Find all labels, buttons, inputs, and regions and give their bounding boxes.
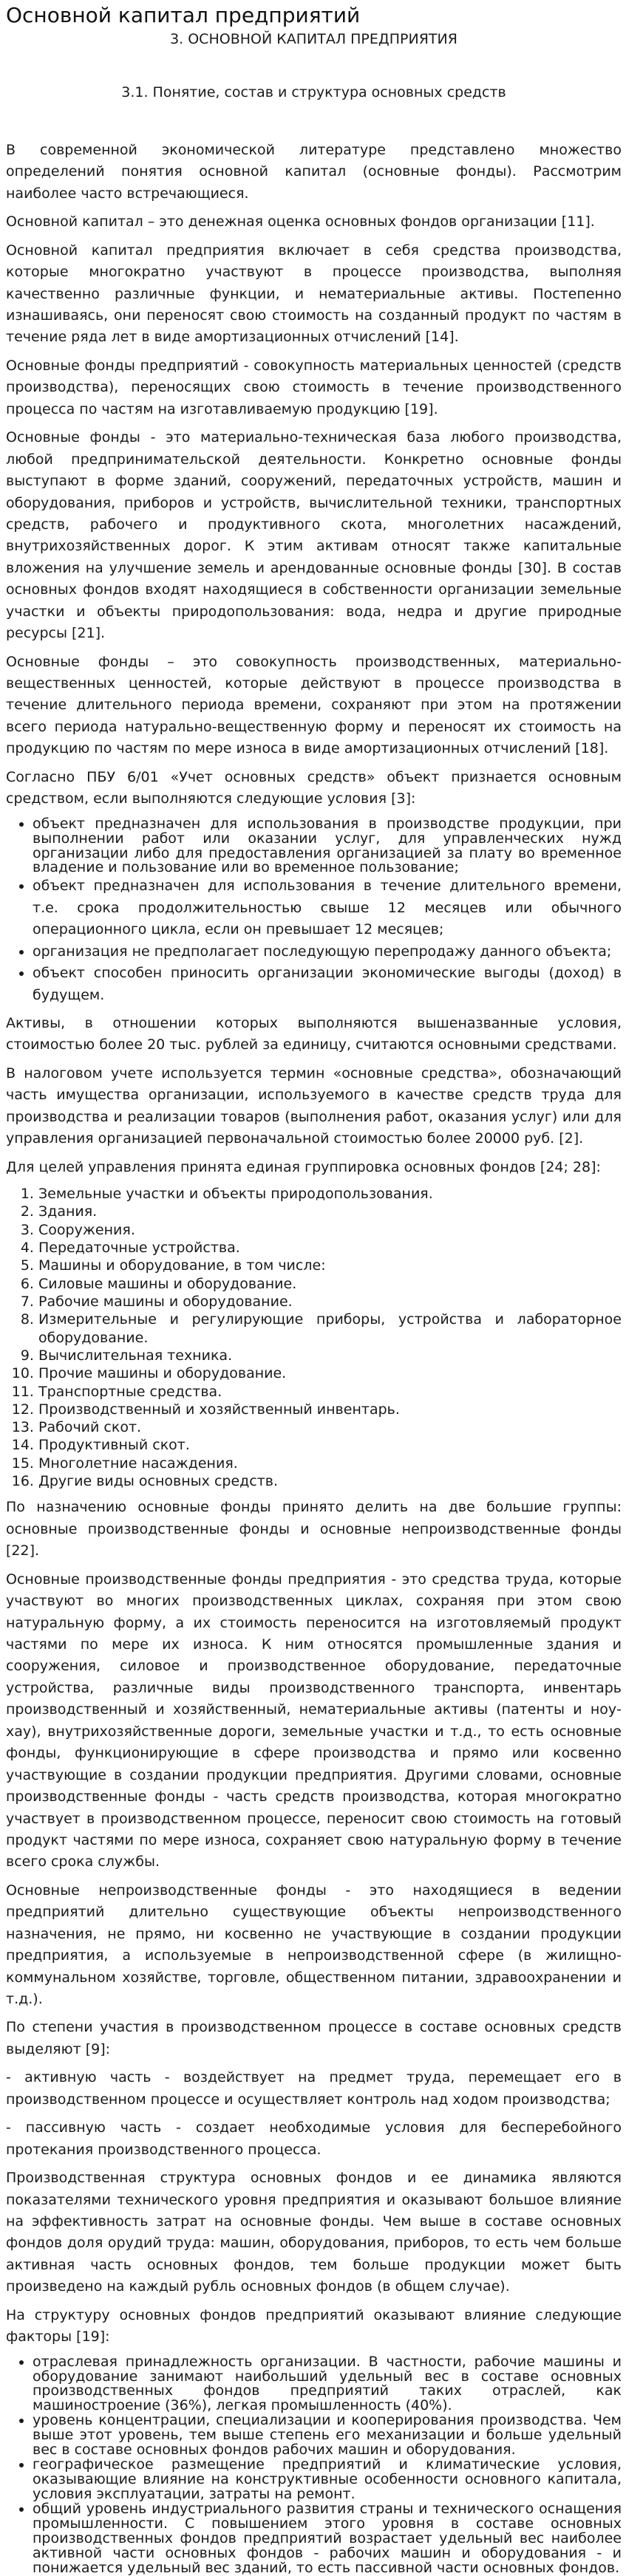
list-item: 15. Многолетние насаждения. [38,1455,622,1472]
list-item: 13. Рабочий скот. [38,1418,622,1436]
list-item: 5. Машины и оборудование, в том числе: [38,1257,622,1274]
paragraph: - активную часть - воздействует на предмет труда, перемещает его в производственном процессе и осуществляет контроль над ходом производства; [6,2069,622,2108]
body-part-a [6,140,622,810]
asset-groups-list [6,1185,622,1490]
paragraph: В налоговом учете используется термин «основные средства», обозначающий часть имущества организации, используемого в качестве средств труда для производства и реализации товаров (выполнения работ, оказания услуг) или для управления организацией первоначальной стоимостью более 20000 руб. [2]. [6,1065,622,1147]
list-item: 14. Продуктивный скот. [38,1436,622,1454]
list-item: 1. Земельные участки и объекты природопользования. [38,1185,622,1203]
body-part-c [6,1497,622,2348]
list-item: 4. Передаточные устройства. [38,1239,622,1257]
list-item: • отраслевая принадлежность организации. В частности, рабочие машины и оборудование занимают наибольший удельный вес в составе основных производственных фондов предприятий таких отраслей, как машиностроение (36%), легкая промышленность (40%). [33,2355,622,2414]
section-title: 3.1. Понятие, состав и структура основных средств [121,84,506,101]
paragraph: По степени участия в производственном процессе в составе основных средств выделяют [9]: [6,2019,622,2057]
structure-factors-list [6,2355,622,2576]
pbu-conditions-list [6,817,622,1006]
paragraph: Активы, в отношении которых выполняются вышеназванные условия, стоимостью более 20 тыс. рублей за единицу, считаются основными средствами. [6,1015,622,1053]
list-item: 2. Здания. [38,1203,622,1220]
list-item: • объект предназначен для использования в течение длительного времени, т.е. срока продолжительностью свыше 12 месяцев или обычного операционного цикла, если он превышает 12 месяцев; [33,875,622,940]
paragraph: В современной экономической литературе представлено множество определений понятия основной капитал (основные фонды). Рассмотрим наиболее часто встречающиеся. [6,141,622,202]
list-item: 8. Измерительные и регулирующие приборы, устройства и лабораторное оборудование. [38,1311,622,1347]
list-item: 6. Силовые машины и оборудование. [38,1275,622,1293]
list-item: • географическое размещение предприятий и климатические условия, оказывающие влияние на конструктивные особенности основного капитала, условия эксплуатации, затраты на ремонт. [33,2458,622,2502]
paragraph: На структуру основных фондов предприятий оказывают влияние следующие факторы [19]: [6,2306,622,2346]
body-part-b [6,1013,622,1178]
list-item: 9. Вычислительная техника. [38,1347,622,1364]
paragraph: Основной капитал предприятия включает в себя средства производства, которые многократно участвуют в процессе производства, выполняя качественно различные функции, и нематериальные активы. Постепенно изнашиваясь, они переносят свою стоимость на созданный продукт по частям в течение ряда лет в виде амортизационных отчислений [14]. [6,242,622,346]
list-item: 16. Другие виды основных средств. [38,1472,622,1490]
paragraph: Основные фонды предприятий - совокупность материальных ценностей (средств производства), переносящих свою стоимость в течение производственного процесса по частям на изготавливаемую продукцию [19]. [6,357,622,417]
paragraph: Для целей управления принята единая группировка основных фондов [24; 28]: [6,1158,601,1175]
paragraph: Основные фонды – это совокупность производственных, материально-вещественных ценностей, которые действуют в процессе производства в течение длительного периода времени, сохраняют при этом на протяжении всего периода натурально-вещественную форму и переносят их стоимость на продукцию по частям по мере износа в виде амортизационных отчислений [18]. [6,653,622,757]
list-item: • общий уровень индустриального развития страны и технического оснащения промышленности. С повышением этого уровня в составе основных производственных фондов предприятий возрастает удельный вес наиболее активной части основных фондов - рабочих машин и оборудования - и понижается удельный вес зданий, то есть пассивной части основных фондов. [33,2502,622,2576]
chapter-title: 3. ОСНОВНОЙ КАПИТАЛ ПРЕДПРИЯТИЯ [170,30,457,47]
list-item: 10. Прочие машины и оборудование. [38,1364,622,1382]
list-item: • объект способен приносить организации экономические выгоды (доход) в будущем. [33,963,622,1006]
list-item: • уровень концентрации, специализации и кооперирования производства. Чем выше этот уровень, тем выше степень его механизации и больше удельный вес в составе основных фондов рабочих машин и оборудования. [33,2413,622,2458]
list-item: 12. Производственный и хозяйственный инвентарь. [38,1401,622,1418]
page-title: Основной капитал предприятий [6,3,361,27]
list-item: 11. Транспортные средства. [38,1383,622,1401]
paragraph: Основные производственные фонды предприятия - это средства труда, которые участвуют во многих производственных циклах, сохраняя при этом свою натуральную форму, а их стоимость переносится на изготовляемый продукт частями по мере их износа. К ним относятся промышленные здания и сооружения, силовое и производственное оборудование, передаточные устройства, различные виды производственного транспорта, инвентарь производственный и хозяйственный, нематериальные активы (патенты и ноу-хау), внутрихозяйственные дороги, земельные участки и т.д., то есть основные фонды, функционирующие в сфере производства и прямо или косвенно участвующие в создании продукции предприятия. Другими словами, основные производственные фонды - часть средств производства, которая многократно участвует в производственном процессе, переносит свою стоимость на готовый продукт частями по мере износа, сохраняет свою натуральную форму в течение всего срока службы. [6,1571,622,1870]
paragraph: Основные фонды - это материально-техническая база любого производства, любой предпринимательской деятельности. Конкретно основные фонды выступают в форме зданий, сооружений, передаточных устройств, машин и оборудования, приборов и устройств, вычислительной техники, транспортных средств, рабочего и продуктивного скота, многолетних насаждений, внутрихозяйственных дорог. К этим активам относят также капитальные вложения на улучшение земель и арендованные основные фонды [30]. В состав основных фондов входят находящиеся в собственности организации земельные участки и объекты природопользования: вода, недра и другие природные ресурсы [21]. [6,429,622,642]
list-item: 3. Сооружения. [38,1221,622,1239]
paragraph: Производственная структура основных фондов и ее динамика являются показателями технического уровня предприятия и оказывают большое влияние на эффективность затрат на основные фонды. Чем выше в составе основных фондов доля орудий труда: машин, оборудования, приборов, то есть чем больше активная часть основных фондов, тем больше продукции может быть произведено на каждый рубль основных фондов (в общем случае). [6,2170,622,2295]
list-item: • объект предназначен для использования в производстве продукции, при выполнении работ или оказании услуг, для управленческих нужд организации либо для предоставления организацией за плату во временное владение и пользование или во временное пользование; [33,817,622,876]
paragraph: Основной капитал – это денежная оценка основных фондов организации [11]. [6,213,595,230]
paragraph: Согласно ПБУ 6/01 «Учет основных средств» объект признается основным средством, если выполняются следующие условия [3]: [6,768,622,807]
paragraph: Основные непроизводственные фонды - это находящиеся в ведении предприятий длительно существующие объекты непроизводственного назначения, не прямо, ни косвенно не участвующие в создании продукции предприятия, а используемые в непроизводственной сфере (в жилищно-коммунальном хозяйстве, торговле, общественном питании, здравоохранении и т.д.). [6,1882,622,2008]
list-item: 7. Рабочие машины и оборудование. [38,1293,622,1311]
paragraph: - пассивную часть - создает необходимые условия для бесперебойного протекания производственного процесса. [6,2119,622,2158]
paragraph: По назначению основные фонды принято делить на две большие группы: основные производственные фонды и основные непроизводственные фонды [22]. [6,1499,622,1559]
list-item: • организация не предполагает последующую перепродажу данного объекта; [33,941,622,963]
